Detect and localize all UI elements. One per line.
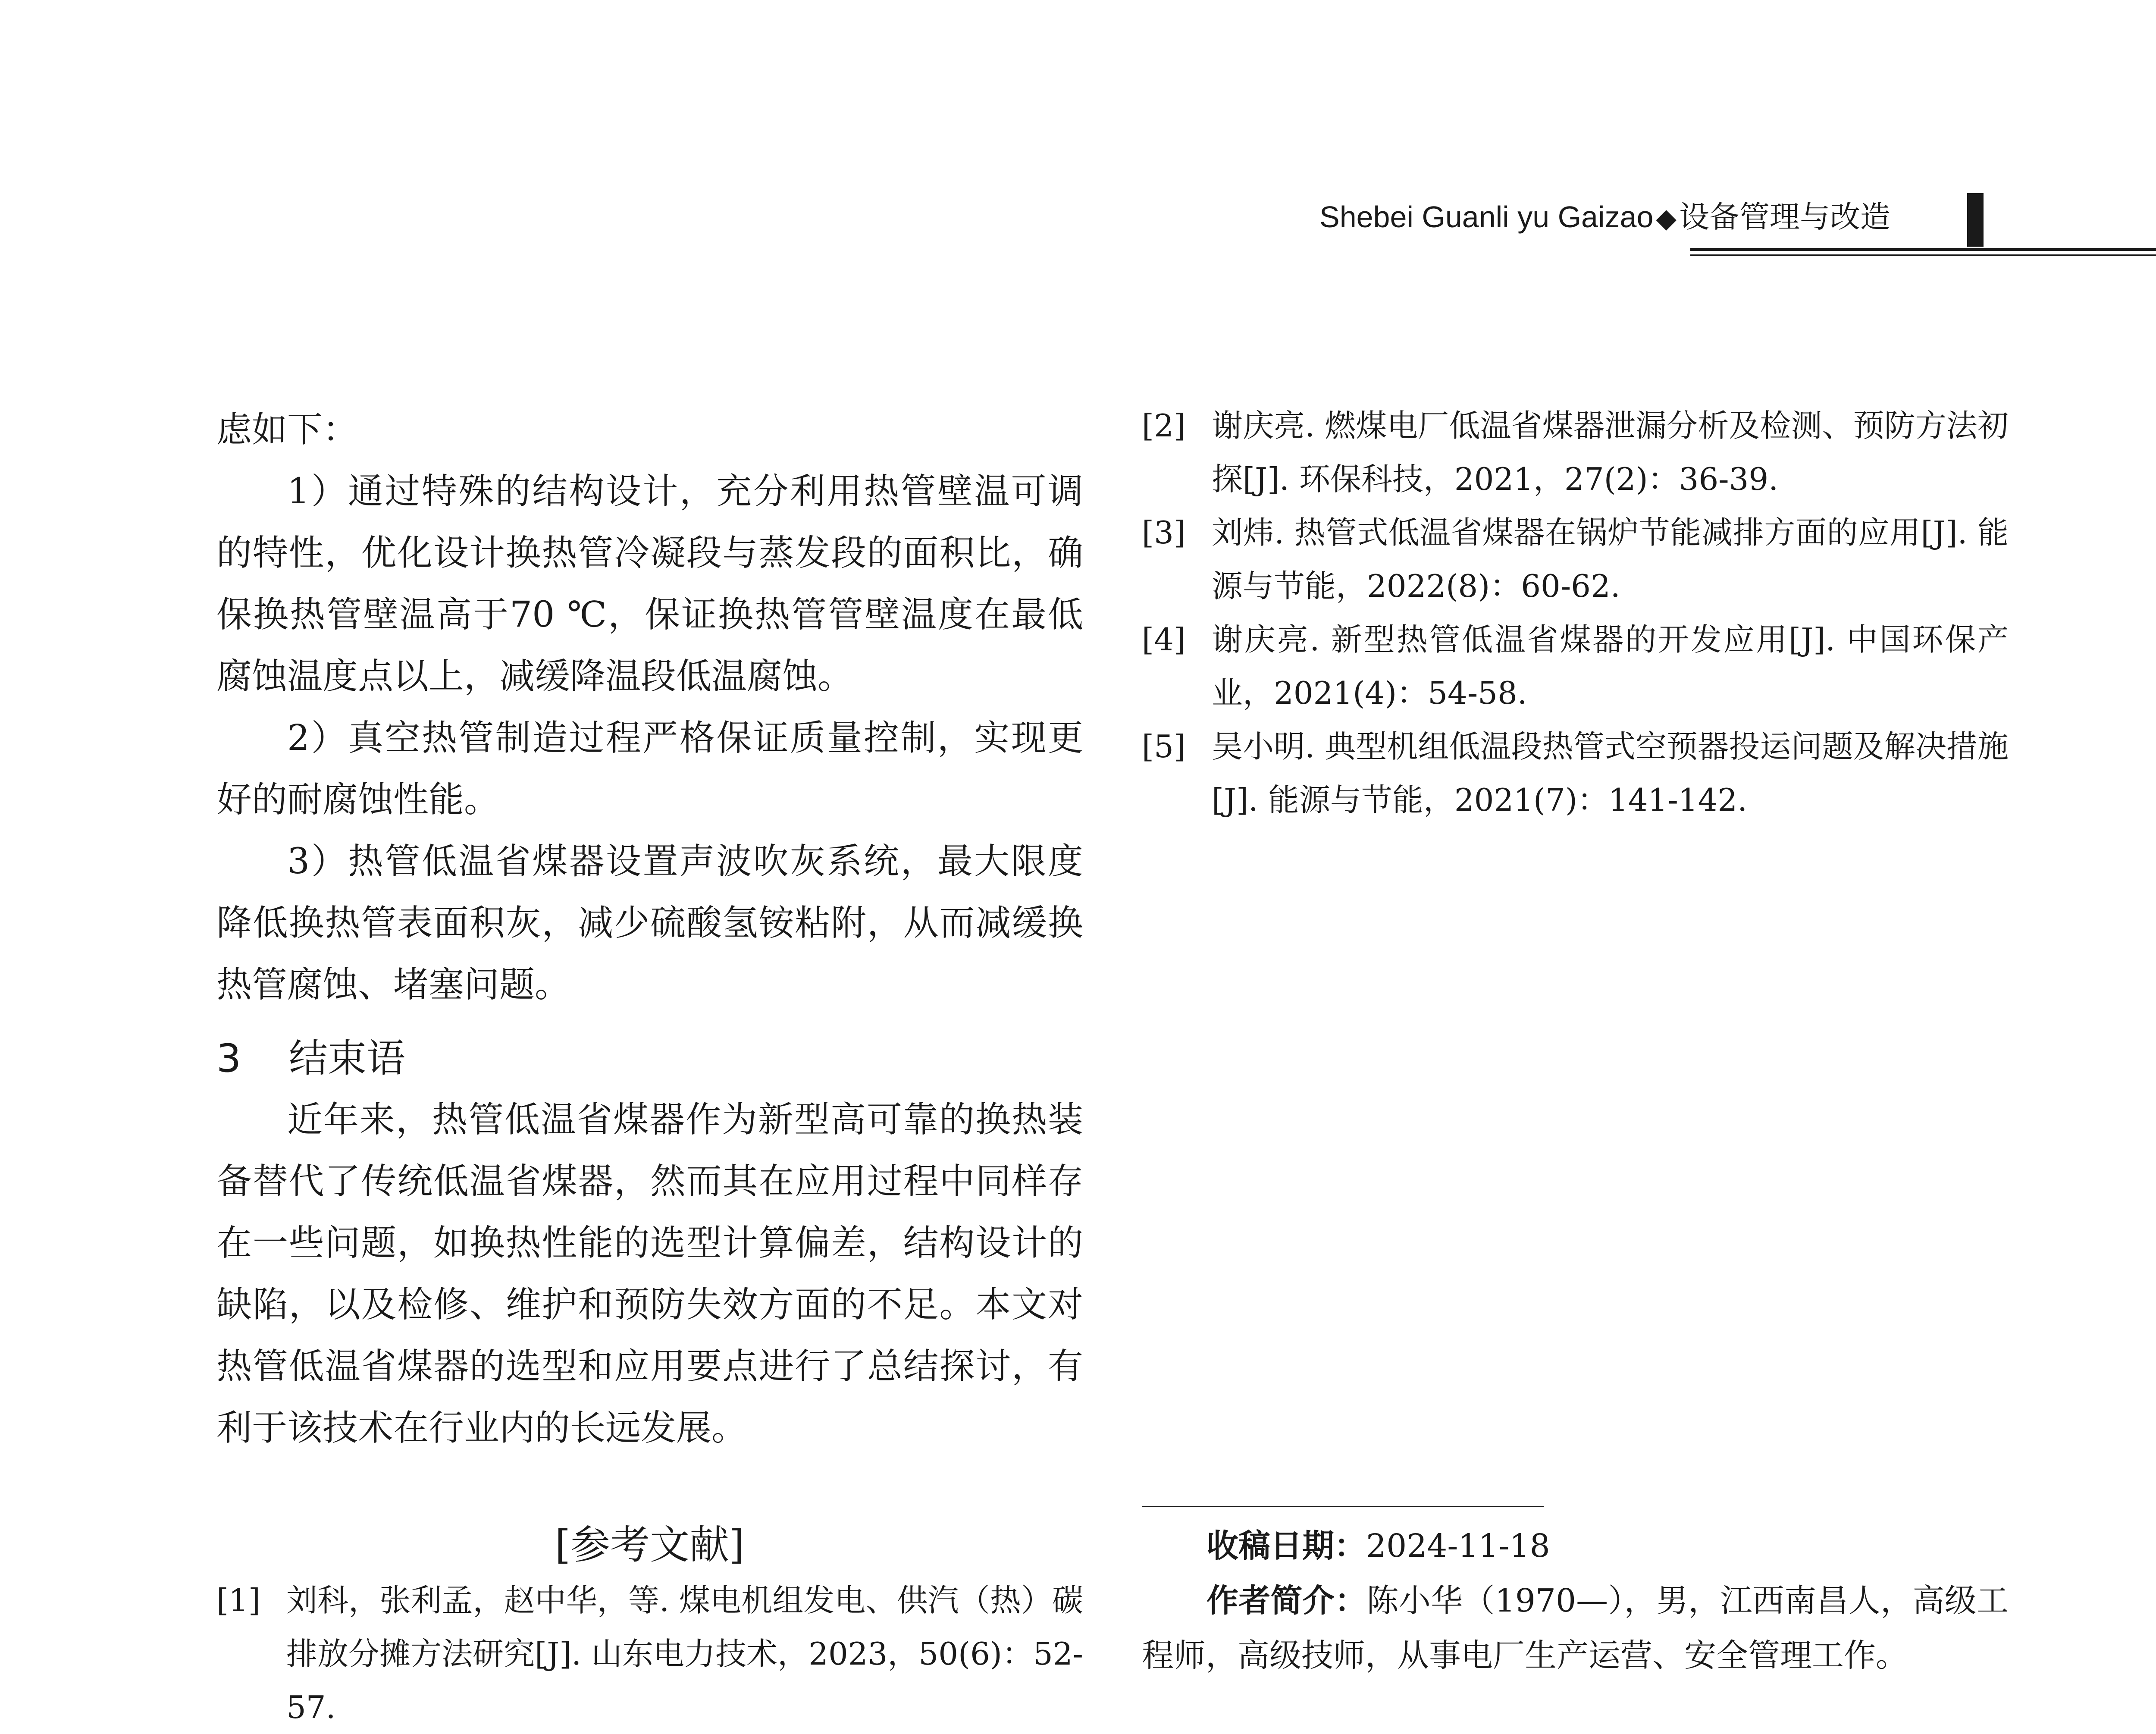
author-value: 陈小华（1970—），男，江西南昌人，高级工程师，高级技师，从事电厂生产运营、安全管理工作。 bbox=[1142, 1582, 2009, 1674]
author-bio bbox=[1142, 1574, 2009, 1683]
diamond-icon: ◆ bbox=[1656, 204, 1677, 233]
reference-text: 谢庆亮. 燃煤电厂低温省煤器泄漏分析及检测、预防方法初探[J]. 环保科技，2021，27(2)：36-39. bbox=[1212, 408, 2009, 497]
running-header bbox=[1319, 196, 1890, 239]
left-column bbox=[216, 399, 1083, 1734]
reference-item bbox=[1142, 613, 2009, 720]
received-value: 2024-11-18 bbox=[1366, 1527, 1550, 1565]
reference-text: 吴小明. 典型机组低温段热管式空预器投运问题及解决措施[J]. 能源与节能，2021(7)：141-142. bbox=[1212, 728, 2009, 818]
reference-item bbox=[1142, 506, 2009, 613]
reference-tag: [1] bbox=[216, 1582, 260, 1618]
received-date bbox=[1142, 1519, 2009, 1574]
reference-text: 谢庆亮. 新型热管低温省煤器的开发应用[J]. 中国环保产业，2021(4)：54-58. bbox=[1212, 621, 2009, 711]
header-rule bbox=[1690, 248, 2156, 251]
header-rule-thin bbox=[1690, 254, 2156, 256]
reference-tag: [5] bbox=[1142, 728, 1186, 765]
measure-item-1: 1）通过特殊的结构设计，充分利用热管壁温可调的特性，优化设计换热管冷凝段与蒸发段的面积比，确保换热管壁温高于70 ℃，保证换热管管壁温度在最低腐蚀温度点以上，减缓降温段低温腐蚀。 bbox=[216, 471, 1083, 697]
measure-item-3: 3）热管低温省煤器设置声波吹灰系统，最大限度降低换热管表面积灰，减少硫酸氢铵粘附，从而减缓换热管腐蚀、堵塞问题。 bbox=[216, 841, 1083, 1005]
reference-tag: [4] bbox=[1142, 621, 1186, 658]
footnote bbox=[1142, 1519, 2009, 1683]
measure-item-2: 2）真空热管制造过程严格保证质量控制，实现更好的耐腐蚀性能。 bbox=[216, 718, 1083, 820]
section-title: 结束语 bbox=[289, 1036, 405, 1081]
footnote-rule bbox=[1142, 1506, 1544, 1507]
journal-title: 设备管理与改造 bbox=[1679, 200, 1891, 234]
author-label: 作者简介： bbox=[1206, 1582, 1367, 1619]
reference-tag: [2] bbox=[1142, 408, 1186, 444]
reference-tag: [3] bbox=[1142, 514, 1186, 551]
right-column bbox=[1142, 399, 2009, 827]
reference-item bbox=[1142, 399, 2009, 506]
header-bar bbox=[1967, 193, 1984, 247]
reference-text: 刘炜. 热管式低温省煤器在锅炉节能减排方面的应用[J]. 能源与节能，2022(8)：60-62. bbox=[1212, 514, 2009, 604]
section-number: 3 bbox=[216, 1036, 241, 1081]
reference-text: 刘科，张利孟，赵中华，等. 煤电机组发电、供汽（热）碳排放分摊方法研究[J]. 山东电力技术，2023，50(6)：52-57. bbox=[286, 1582, 1083, 1725]
intro-text: 虑如下： bbox=[216, 409, 358, 450]
conclusion-paragraph: 近年来，热管低温省煤器作为新型高可靠的换热装备替代了传统低温省煤器，然而其在应用过程中同样存在一些问题，如换热性能的选型计算偏差，结构设计的缺陷，以及检修、维护和预防失效方面的不足。本文对热管低温省煤器的选型和应用要点进行了总结探讨，有利于该技术在行业内的长远发展。 bbox=[216, 1099, 1083, 1449]
journal-pinyin: Shebei Guanli yu Gaizao bbox=[1319, 200, 1654, 234]
received-label: 收稿日期： bbox=[1206, 1527, 1366, 1565]
reference-item bbox=[1142, 720, 2009, 827]
reference-item bbox=[216, 1574, 1083, 1734]
references-title: [参考文献] bbox=[555, 1522, 745, 1568]
section-heading bbox=[216, 1033, 1083, 1085]
